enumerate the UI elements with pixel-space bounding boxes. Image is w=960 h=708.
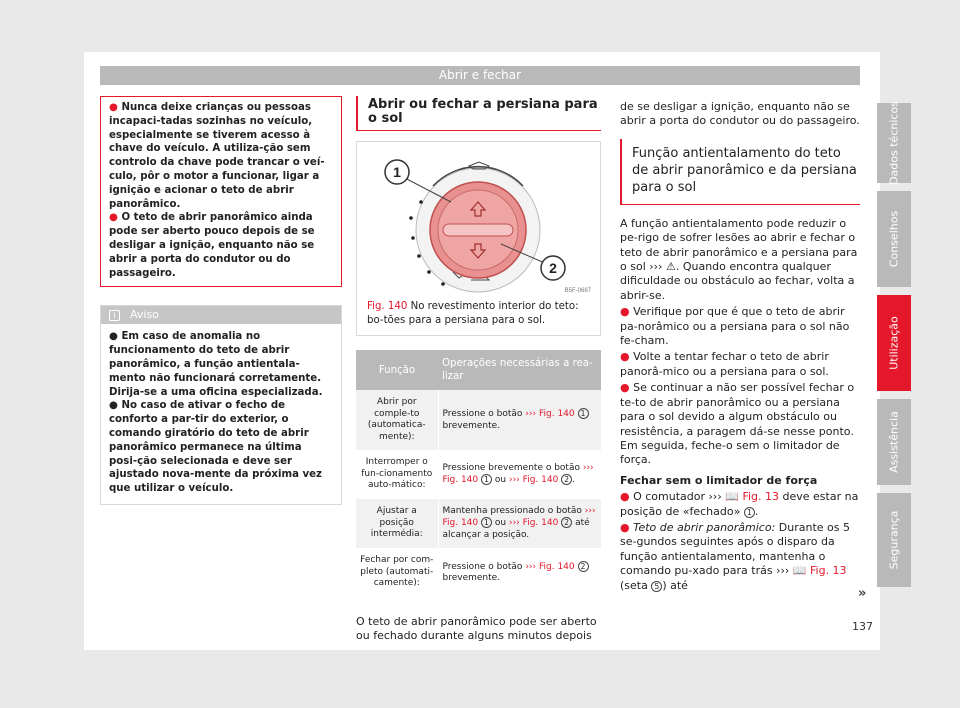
tab-seguranca[interactable]: Segurança	[877, 493, 911, 587]
fig-link[interactable]: Fig. 140	[539, 561, 575, 572]
list-item: ● Se continuar a não ser possível fechar o te-to de abrir panorâmico ou a persiana para o sol devido a algum obstáculo ou resistência, a paragem dá-se nesse ponto. Em seguida, feche-o sem o limitador de força.	[620, 381, 855, 467]
list-item: ● Volte a tentar fechar o teto de abrir panorâ-mico ou a persiana para o sol.	[620, 350, 829, 378]
warning-item: ● Nunca deixe crianças ou pessoas incapaci-tadas sozinhas no veículo, especialmente se tiverem acesso à chave do veículo. A utiliza-ção sem controlo da chave pode trancar o veí-culo, pôr o motor a funcionar, ligar a ignição e acionar o teto de abrir panorâmico.	[109, 102, 325, 210]
tab-dados-tecnicos[interactable]: Dados técnicos	[877, 103, 911, 183]
page-number: 137	[852, 620, 873, 633]
warning-triangle-icon: ⚠	[665, 260, 676, 274]
figure-caption: Fig. 140 No revestimento interior do teto: bo-tões para a persiana para o sol.	[367, 301, 579, 326]
figure-code: B5F-0687	[564, 288, 591, 295]
function-table	[356, 350, 601, 597]
column-left	[100, 96, 342, 505]
warning-item: ● O teto de abrir panorâmico ainda pode ser aberto pouco depois de se desligar a ignição, enquanto não se abrir a porta do condutor ou do passageiro.	[109, 212, 315, 279]
warning-box	[100, 96, 342, 287]
fig-link[interactable]: Fig. 140	[539, 409, 575, 420]
table-row: Abrir por comple-to (automatica-mente): Pressione o botão ››› Fig. 140 1 brevemente.	[356, 390, 601, 450]
column-middle	[356, 96, 601, 643]
sunblind-buttons-illustration	[361, 146, 596, 296]
note-item: ● No caso de ativar o fecho de conforto a par-tir do exterior, o comando giratório do teto de abrir panorâmico permanece na última posi-ção selecionada e deve ser ajustado nova-mente da próxima vez que utilizar o veículo.	[109, 400, 322, 495]
info-icon: i	[109, 310, 120, 321]
bold-heading: Fechar sem o limitador de força	[620, 473, 818, 487]
table-header-operacoes: Operações necessárias a rea-lizar	[438, 350, 601, 390]
table-row: Fechar por com-pleto (automati-camente): Pressione o botão ››› Fig. 140 2 brevemente.	[356, 548, 601, 597]
figure-140	[356, 141, 601, 336]
table-row: Ajustar a posição intermédia: Mantenha pressionado o botão ››› Fig. 140 1 ou ››› Fig. 140 2 até alcançar a posição.	[356, 499, 601, 549]
section-title: Abrir ou fechar a persiana para o sol	[356, 96, 601, 131]
body-paragraph: A função antientalamento pode reduzir o pe-rigo de sofrer lesões ao abrir e fechar o teto de abrir panorâmico e a persiana para o sol ››› ⚠. Quando encontra qualquer dificuldade ou obstáculo ao fechar, volta a abrir-se.	[620, 216, 858, 302]
book-icon: 📖	[792, 564, 807, 578]
book-icon: 📖	[725, 490, 739, 504]
callout-1: 1	[393, 164, 401, 181]
table-header-funcao: Função	[356, 350, 438, 390]
column-right	[620, 100, 860, 595]
continued-arrow: »	[858, 586, 867, 601]
fig-link[interactable]: Fig. 140	[442, 518, 479, 529]
fig-link[interactable]: Fig. 140	[442, 475, 479, 486]
fig-link[interactable]: Fig. 13	[810, 564, 847, 578]
list-item: ● O comutador ››› 📖 Fig. 13 deve estar na posição de «fechado» 1 .	[620, 490, 859, 518]
intro-paragraph: de se desligar a ignição, enquanto não se abrir a porta do condutor ou do passageiro.	[620, 100, 860, 128]
fig-link[interactable]: Fig. 140	[522, 518, 559, 529]
callout-2: 2	[549, 260, 557, 277]
list-item: ● Teto de abrir panorâmico: Durante os 5 se-gundos seguintes após o disparo da função antientalamento, mantenha o comando pu-xado para trás ››› 📖 Fig. 13 (seta 5 ) até	[620, 520, 851, 592]
fig-link[interactable]: Fig. 140	[522, 475, 559, 486]
list-item: ● Verifique por que é que o teto de abrir pa-norâmico ou a persiana para o sol não fe-cham.	[620, 305, 850, 348]
fig-link[interactable]: Fig. 13	[742, 490, 779, 504]
subsection-title: Função antientalamento do teto de abrir panorâmico e da persiana para o sol	[620, 139, 860, 205]
body-paragraph: O teto de abrir panorâmico pode ser aberto ou fechado durante alguns minutos depois	[356, 614, 597, 642]
note-item: ● Em caso de anomalia no funcionamento do teto de abrir panorâmico, a função antientala-mento não funcionará corretamente. Dirija-se a uma oficina especializada.	[109, 331, 323, 398]
tab-assistencia[interactable]: Assistência	[877, 399, 911, 485]
table-row: Interromper o fun-cionamento auto-mático: Pressione brevemente o botão ››› Fig. 140 1 ou ››› Fig. 140 2 .	[356, 450, 601, 499]
note-box	[100, 305, 342, 505]
page-header: Abrir e fechar	[100, 66, 860, 85]
tab-conselhos[interactable]: Conselhos	[877, 191, 911, 287]
note-header: i Aviso	[101, 306, 341, 324]
tab-utilizacao[interactable]: Utilização	[877, 295, 911, 391]
